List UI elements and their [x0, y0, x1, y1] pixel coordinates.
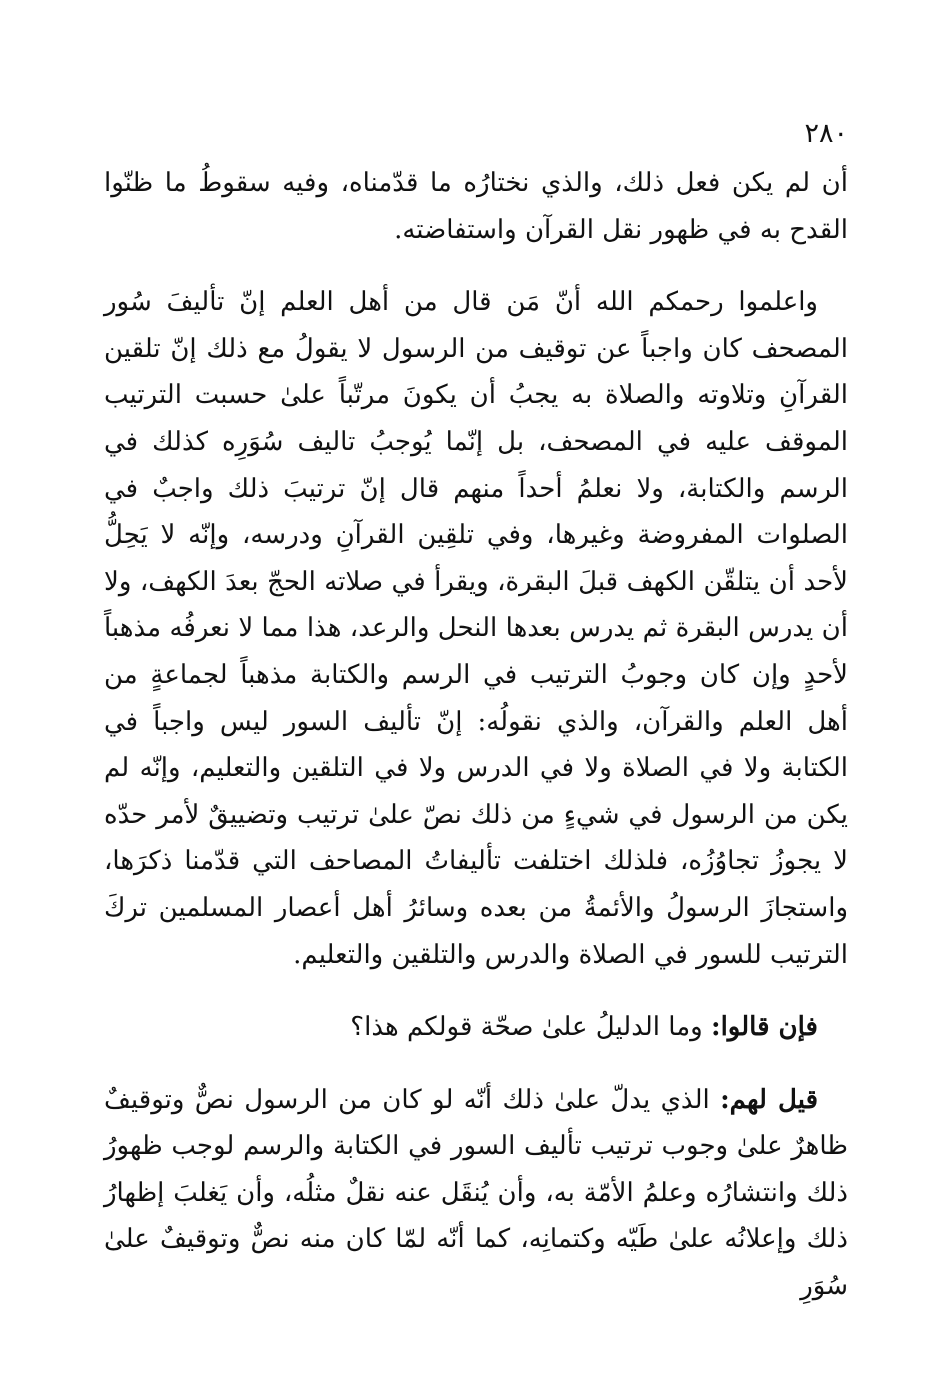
paragraph-2-text: واعلموا رحمكم الله أنّ مَن قال من أهل العلم إنّ تأليفَ سُور المصحف كان واجباً عن توقيف من الرسول لا يقولُ مع ذلك إنّ تلقين القرآنِ وتلاوته والصلاة به يجبُ أن يكونَ مرتّباً علىٰ حسبت الترتيب الموقف عليه في المصحف، بل إنّما يُوجبُ تاليف سُوَرِه كذلك في الرسم والكتابة، ولا نعلمُ أحداً منهم قال إنّ ترتيبَ ذلك واجبٌ في الصلوات المفروضة وغيرها، وفي تلقِين القرآنِ ودرسه، وإنّه لا يَحِلُّ لأحد أن يتلقّن الكهف قبلَ البقرة، ويقرأ في صلاته الحجّ بعدَ الكهف، ولا أن يدرس البقرة ثم يدرس بعدها النحل والرعد، هذا مما لا نعرفُه مذهباً لأحدٍ وإن كان وجوبُ الترتيب في الرسم والكتابة مذهباً لجماعةٍ من أهل العلم والقرآن، والذي نقولُه: إنّ تأليف السور ليس واجباً في الكتابة ولا في الصلاة ولا في الدرس ولا في التلقين والتعليم، وإنّه لم يكن من الرسول في شيءٍ من ذلك نصّ علىٰ ترتيب وتضييقٌ لأمر حدّه لا يجوزُ تجاوُزُه، فلذلك اختلفت تأليفاتُ المصاحف التي قدّمنا ذكرَها، واستجازَ الرسولُ والأئمةُ من بعده وسائرُ أهل أعصار المسلمين تركَ الترتيب للسور في الصلاة والدرس والتلقين والتعليم. — [104, 287, 848, 970]
page-number: ٢٨٠ — [804, 118, 848, 149]
paragraph-1-text: أن لم يكن فعل ذلك، والذي نختارُه ما قدّمناه، وفيه سقوطُ ما ظنّوا القدح به في ظهور نقل القرآن واستفاضته. — [104, 168, 848, 245]
paragraph-4-text: الذي يدلّ علىٰ ذلك أنّه لو كان من الرسول نصٌّ وتوقيفٌ ظاهرٌ علىٰ وجوب ترتيب تأليف السور في الكتابة والرسم لوجب ظهورُ ذلك وانتشارُه وعلمُ الأمّة به، وأن يُنقَل عنه نقلٌ مثلُه، وأن يَغلبَ إظهارُ ذلك وإعلانُه علىٰ طَيّه وكتمانِه، كما أنّه لمّا كان منه نصٌّ وتوقيفٌ علىٰ سُوَرِ — [104, 1084, 848, 1302]
paragraph-3-lead: فإن قالوا: — [710, 1012, 818, 1043]
paragraph-3 — [104, 1004, 848, 1051]
paragraph-3-text: وما الدليلُ علىٰ صحّة قولكم هذا؟ — [350, 1012, 711, 1043]
body-text — [104, 160, 848, 1310]
paragraph-1 — [104, 160, 848, 253]
paragraph-2 — [104, 279, 848, 978]
paragraph-4-lead: قيل لهم: — [720, 1084, 818, 1115]
paragraph-4 — [104, 1077, 848, 1310]
